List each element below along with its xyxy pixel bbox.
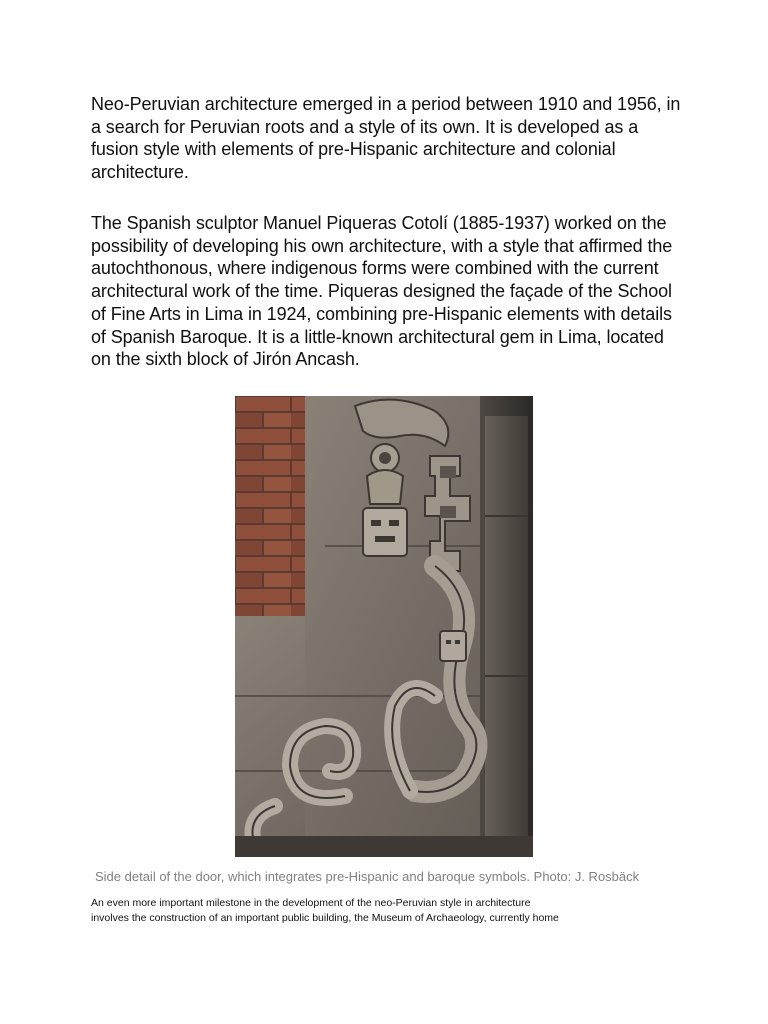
- photo-caption: Side detail of the door, which integrates pre-Hispanic and baroque symbols. Photo: J. Rosbäck: [95, 869, 640, 884]
- facade-detail-photo: [235, 396, 533, 857]
- continuation-line-2: involves the construction of an important public building, the Museum of Archaeology, currently home: [91, 911, 559, 924]
- continuation-line-1: An even more important milestone in the development of the neo-Peruvian style in architecture: [91, 897, 531, 909]
- sculptor-paragraph: The Spanish sculptor Manuel Piqueras Cotolí (1885-1937) worked on the possibility of developing his own architecture, with a style that affirmed the autochthonous, where indigenous forms were combined with the current architectural work of the time. Piqueras designed the façade of the School of Fine Arts in Lima in 1924, combining pre-Hispanic elements with details of Spanish Baroque. It is a little-known architectural gem in Lima, located on the sixth block of Jirón Ancash.: [91, 213, 673, 370]
- continuation-paragraph: [91, 896, 691, 925]
- intro-paragraph: Neo-Peruvian architecture emerged in a period between 1910 and 1956, in a search for Peruvian roots and a style of its own. It is developed as a fusion style with elements of pre-Hispanic architecture and colonial architecture.: [91, 94, 681, 183]
